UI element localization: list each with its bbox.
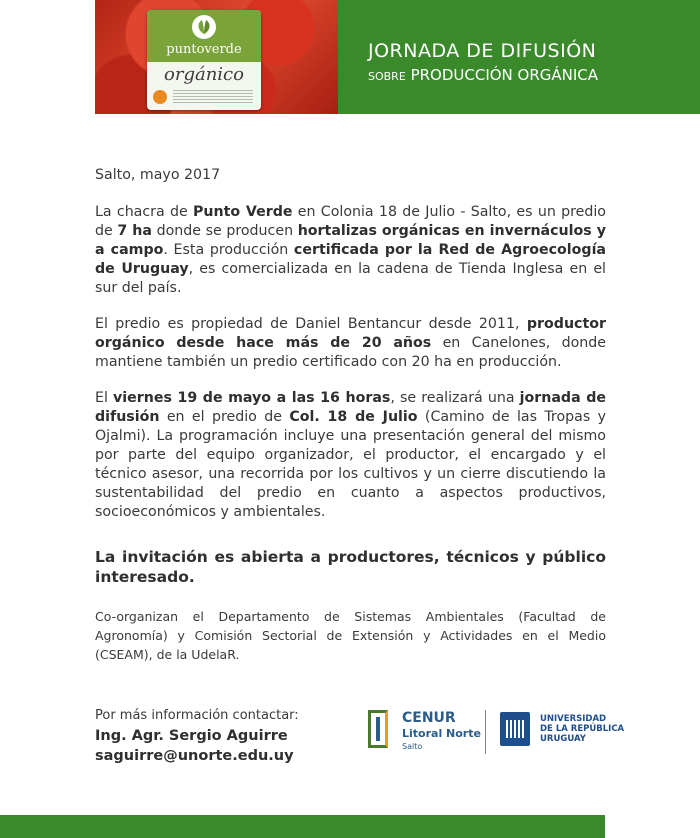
label-brand-bottom: orgánico	[164, 64, 244, 85]
emphasis-text: viernes 19 de mayo a las 16 horas	[113, 390, 391, 406]
body-text: (Camino de las Tropas y Ojalmi). La programación incluye una presentación general del mismo por parte del equipo organizador, el productor, el encargado y el técnico asesor, una recorrida por los cultivos y un cierre discutiendo la sustentabilidad del predio en cuanto a aspectos productivos, socioeconómicos y ambientales.	[95, 409, 606, 520]
emphasis-text: Col. 18 de Julio	[289, 409, 418, 425]
udelar-line2: DE LA REPÚBLICA	[540, 724, 625, 734]
paragraph-owner	[95, 315, 606, 372]
udelar-line3: URUGUAY	[540, 734, 586, 744]
logo-divider	[485, 710, 486, 754]
cenur-line1: CENUR	[402, 710, 456, 726]
emphasis-text: productor orgánico desde hace más de 20 años	[95, 316, 606, 351]
udelar-name	[540, 714, 630, 744]
udelar-logo	[500, 712, 630, 752]
cenur-logo	[368, 710, 481, 752]
tomatoes-photo	[95, 0, 338, 114]
body-text: donde se producen	[151, 223, 298, 239]
contact-email[interactable]: saguirre@unorte.edu.uy	[95, 748, 294, 764]
label-fine-print	[173, 90, 253, 104]
body-text: La chacra de	[95, 204, 194, 220]
cenur-line3: Salto	[402, 742, 423, 751]
emphasis-text: certificada por la Red de Agroecología de Uruguay	[95, 242, 607, 277]
leaf-icon	[191, 14, 217, 40]
body-text: en el predio de	[159, 409, 290, 425]
contact-intro: Por más información contactar:	[95, 708, 299, 723]
body-text: , se realizará una	[390, 390, 520, 406]
body-text: en Canelones, donde mantiene también un predio certificado con 20 ha en producción.	[95, 335, 606, 370]
page-subtitle	[368, 66, 598, 84]
subtitle-prefix: SOBRE	[368, 70, 406, 83]
emphasis-text: jornada de difusión	[95, 390, 607, 425]
emphasis-text: 7 ha	[117, 223, 152, 239]
body-text: El	[95, 390, 114, 406]
footer-bar	[0, 815, 605, 838]
paragraph-event	[95, 389, 606, 522]
cenur-mark-icon	[368, 710, 388, 748]
coorganizers-text: Co-organizan el Departamento de Sistemas Ambientales (Facultad de Agronomía) y Comisión Sectorial de Extensión y Actividades en el Medio (CSEAM), de la UdelaR.	[95, 609, 606, 662]
contact-name: Ing. Agr. Sergio Aguirre	[95, 728, 288, 744]
contact-block	[95, 706, 355, 766]
letter-date: Salto, mayo 2017	[95, 167, 221, 183]
invitation-text: La invitación es abierta a productores, técnicos y público interesado.	[95, 548, 606, 586]
label-brand-top: puntoverde	[166, 42, 242, 57]
cenur-line2: Litoral Norte	[402, 727, 481, 740]
body-text: , es comercializada en la cadena de Tienda Inglesa en el sur del país.	[95, 261, 606, 296]
header	[0, 0, 700, 114]
emphasis-text: Punto Verde	[193, 204, 293, 220]
certification-seal-icon	[153, 90, 167, 104]
body-text: El predio es propiedad de Daniel Bentancur desde 2011,	[95, 316, 527, 332]
title-banner	[338, 0, 700, 114]
emphasis-text: hortalizas orgánicas en invernáculos y a campo	[95, 223, 606, 258]
udelar-building-icon	[500, 712, 530, 746]
udelar-line1: UNIVERSIDAD	[540, 714, 607, 724]
subtitle-main: PRODUCCIÓN ORGÁNICA	[410, 66, 599, 84]
letter-body	[95, 166, 606, 664]
body-text: en Colonia 18 de Julio - Salto, es un predio de	[95, 204, 606, 239]
body-text: . Esta producción	[163, 242, 294, 258]
punto-verde-label	[147, 10, 261, 110]
paragraph-farm	[95, 203, 606, 298]
page-title: JORNADA DE DIFUSIÓN	[368, 40, 597, 62]
